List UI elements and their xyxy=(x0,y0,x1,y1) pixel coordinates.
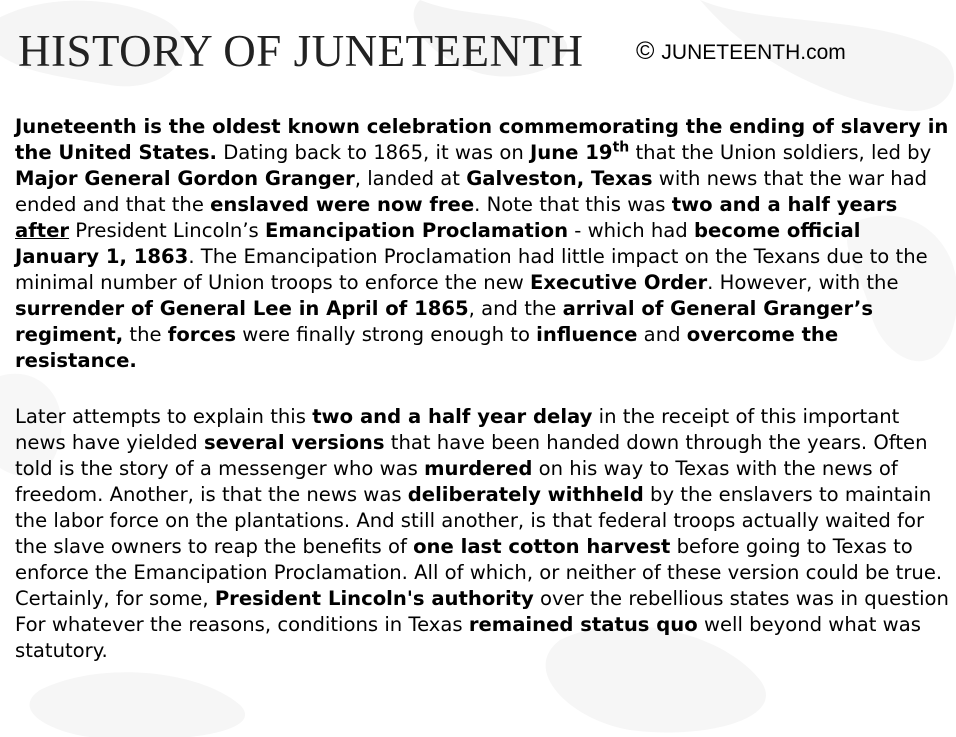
text-run: become official January 1, 1863 xyxy=(15,219,861,268)
text-run: by the enslavers to maintain the labor force on the plantations. And still another, is that federal troops actually waited for the slave owners to reap the benefits of xyxy=(15,483,932,558)
text-run: , landed at xyxy=(354,167,467,190)
copyright-notice xyxy=(636,38,846,66)
text-run: and xyxy=(637,323,687,346)
text-run: - which had xyxy=(568,219,694,242)
text-run: forces xyxy=(167,323,237,346)
text-run: President Lincoln's authority xyxy=(214,587,534,610)
text-run: one last cotton harvest xyxy=(413,535,671,558)
text-run: Later attempts to explain this xyxy=(15,405,313,428)
text-run: arrival of General Granger’s regiment, xyxy=(15,297,874,346)
text-run: several versions xyxy=(203,431,385,454)
text-run: deliberately withheld xyxy=(407,483,644,506)
text-run: . Note that this was xyxy=(474,193,672,216)
text-run: murdered xyxy=(424,457,533,480)
text-run: Emancipation Proclamation xyxy=(265,219,569,242)
paragraph-1 xyxy=(15,114,950,374)
page-title: HISTORY OF JUNETEENTH xyxy=(18,26,584,76)
text-run: Executive Order xyxy=(530,271,708,294)
text-run: . However, with the xyxy=(707,271,899,294)
text-run: Juneteenth is the oldest known celebration commemorating the ending of slavery in the United States. xyxy=(15,115,949,164)
text-run: over the rebellious states was in question For whatever the reasons, conditions in Texas xyxy=(15,587,949,636)
text-run: enslaved were now free xyxy=(210,193,475,216)
text-run: , and the xyxy=(468,297,563,320)
text-run: influence xyxy=(536,323,638,346)
text-run: Major General Gordon Granger xyxy=(15,167,355,190)
text-run: on his way to Texas with the news of freedom. Another, is that the news was xyxy=(15,457,898,506)
text-run: Galveston, Texas xyxy=(466,167,653,190)
text-run: two and a half years xyxy=(671,193,898,216)
text-run: the xyxy=(123,323,168,346)
text-run: President Lincoln’s xyxy=(69,219,265,242)
text-run: before going to Texas to enforce the Emancipation Proclamation. All of which, or neither of these version could be true. Certainly, for some, xyxy=(15,535,943,610)
text-run: with news that the war had ended and that the xyxy=(15,167,928,216)
text-run: surrender of General Lee in April of 1865 xyxy=(15,297,469,320)
text-run: that have been handed down through the years. Often told is the story of a messenger who was xyxy=(15,431,928,480)
document-header xyxy=(18,22,938,82)
text-run: . The Emancipation Proclamation had little impact on the Texans due to the minimal number of Union troops to enforce the new xyxy=(15,245,928,294)
text-run: remained status quo xyxy=(468,613,698,636)
text-run: Dating back to 1865, it was on xyxy=(216,141,530,164)
history-article xyxy=(15,114,950,664)
paragraph-2 xyxy=(15,404,950,664)
copyright-icon: © xyxy=(636,37,655,65)
text-run: well beyond what was statutory. xyxy=(15,613,921,662)
underlined-emphasis: after xyxy=(15,219,70,242)
copyright-source: JUNETEENTH.com xyxy=(661,41,846,64)
text-run: that the Union soldiers, led by xyxy=(629,141,932,164)
date-highlight: June 19 xyxy=(529,141,613,164)
text-run: in the receipt of this important news have yielded xyxy=(15,405,900,454)
text-run: overcome the resistance. xyxy=(15,323,839,372)
text-run: were finally strong enough to xyxy=(236,323,537,346)
text-run: two and a half year delay xyxy=(312,405,593,428)
ordinal-suffix: th xyxy=(612,139,630,156)
